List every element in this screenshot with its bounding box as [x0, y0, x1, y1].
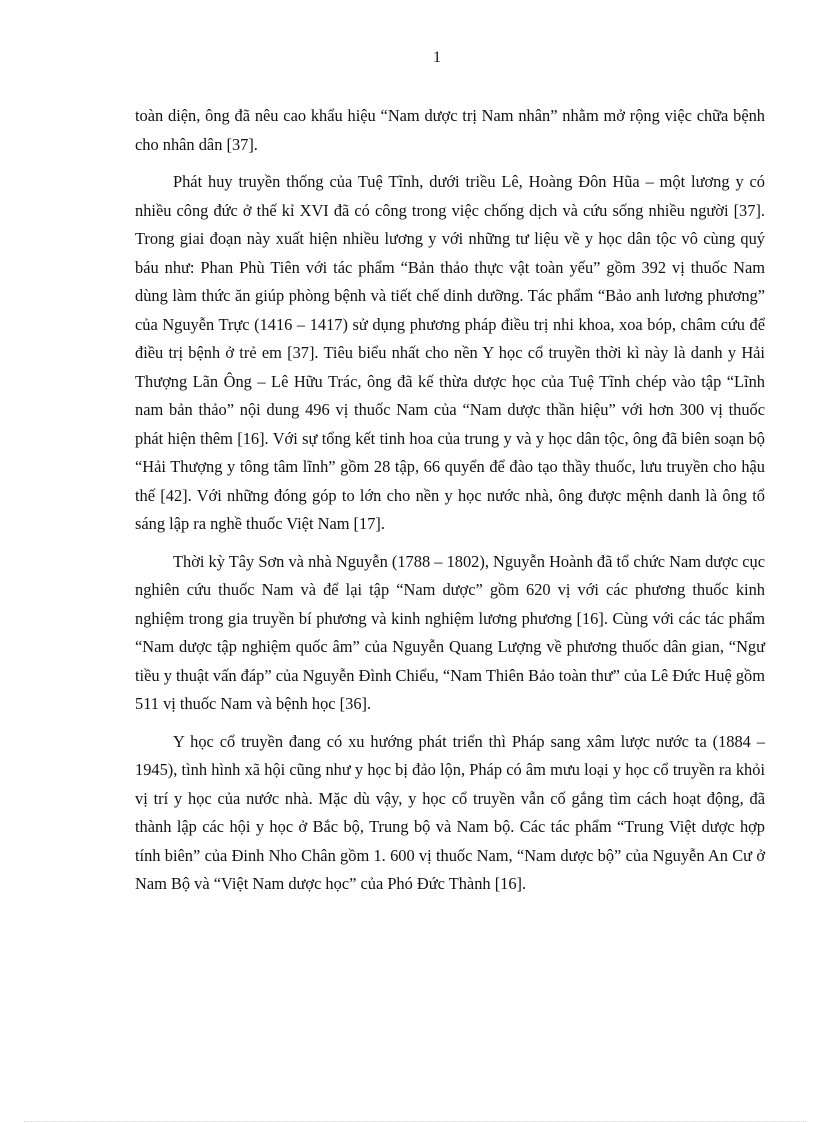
paragraph-french-period: Y học cổ truyền đang có xu hướng phát triển thì Pháp sang xâm lược nước ta (1884 – 1945), tình hình xã hội cũng như y học bị đảo lộn, Pháp có âm mưu loại y học cổ truyền ra khỏi vị trí y học của nước nhà. Mặc dù vậy, y học cổ truyền vẫn cố gắng tìm cách hoạt động, đã thành lập các hội y học ở Bắc bộ, Trung bộ và Nam bộ. Các tác phẩm “Trung Việt dược hợp tính biên” của Đinh Nho Chân gồm 1. 600 vị thuốc Nam, “Nam dược bộ” của Nguyễn An Cư ở Nam Bộ và “Việt Nam dược học” của Phó Đức Thành [16].	[135, 731, 765, 893]
page-number: 1	[433, 49, 441, 66]
paragraph-tay-son-nguyen: Thời kỳ Tây Sơn và nhà Nguyễn (1788 – 1802), Nguyễn Hoành đã tổ chức Nam dược cục nghiên cứu thuốc Nam và để lại tập “Nam dược” gồm 620 vị với các phương thuốc kinh nghiệm trong gia truyền bí phương và kinh nghiệm lương phương [16]. Cùng với các tác phẩm “Nam dược tập nghiệm quốc âm” của Nguyễn Quang Lượng về phương thuốc dân gian, “Ngư tiều y thuật vấn đáp” của Nguyễn Đình Chiểu, “Nam Thiên Bảo toàn thư” của Lê Đức Huệ gồm 511 vị thuốc Nam và bệnh học [36].	[135, 551, 765, 713]
page-bottom-divider	[24, 1121, 806, 1122]
document-body	[135, 102, 765, 908]
paragraph-le-dynasty: Phát huy truyền thống của Tuệ Tĩnh, dưới triều Lê, Hoàng Đôn Hũa – một lương y có nhiều công đức ở thế kỉ XVI đã có công trong việc chống dịch và cứu sống nhiều người [37]. Trong giai đoạn này xuất hiện nhiều lương y với những tư liệu về y học dân tộc vô cùng quý báu như: Phan Phù Tiên với tác phẩm “Bản thảo thực vật toàn yếu” gồm 392 vị thuốc Nam dùng làm thức ăn giúp phòng bệnh và tiết chế dinh dưỡng. Tác phẩm “Bảo anh lương phương” của Nguyễn Trực (1416 – 1417) sử dụng phương pháp điều trị nhi khoa, xoa bóp, châm cứu để điều trị bệnh ở trẻ em [37]. Tiêu biểu nhất cho nền Y học cổ truyền thời kì này là danh y Hải Thượng Lãn Ông – Lê Hữu Trác, ông đã kế thừa dược học của Tuệ Tĩnh chép vào tập “Lĩnh nam bản thảo” nội dung 496 vị thuốc Nam của “Nam dược thần hiệu” với hơn 300 vị thuốc phát hiện thêm [16]. Với sự tổng kết tinh hoa của trung y và y học dân tộc, ông đã biên soạn bộ “Hải Thượng y tông tâm lĩnh” gồm 28 tập, 66 quyển để đào tạo thầy thuốc, lưu truyền cho hậu thế [42]. Với những đóng góp to lớn cho nền y học nước nhà, ông được mệnh danh là ông tổ sáng lập ra nghề thuốc Việt Nam [17].	[135, 172, 765, 533]
paragraph-continuation: toàn diện, ông đã nêu cao khẩu hiệu “Nam dược trị Nam nhân” nhằm mở rộng việc chữa bệnh cho nhân dân [37].	[135, 106, 765, 154]
